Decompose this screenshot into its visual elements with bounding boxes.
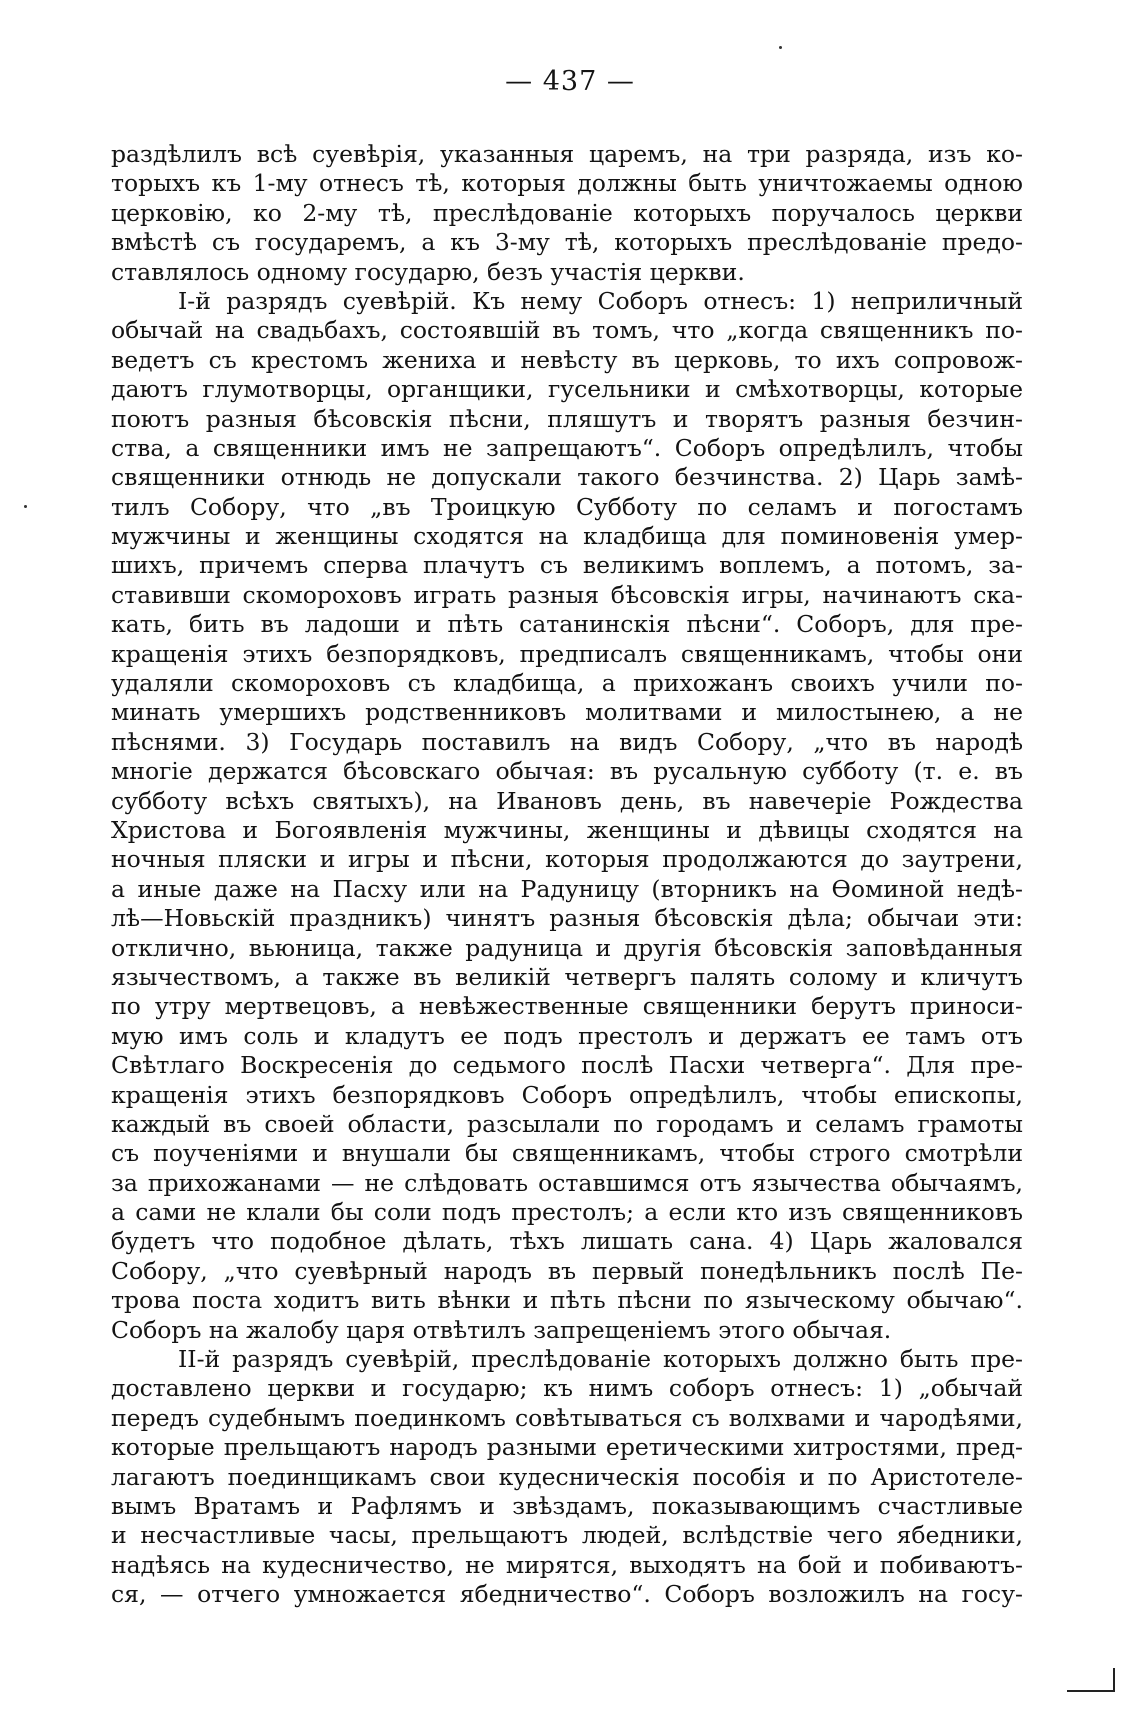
text-line: удаляли скомороховъ съ кладбища, а прихожанъ своихъ учили по- bbox=[111, 669, 1023, 698]
text-line: вмѣстѣ съ государемъ, а къ 3-му тѣ, которыхъ преслѣдованіе предо- bbox=[111, 228, 1023, 257]
text-line: надѣясь на кудесничество, не мирятся, выходятъ на бой и побиваютъ- bbox=[111, 1550, 1023, 1579]
text-line: минать умершихъ родственниковъ молитвами и милостынею, а не bbox=[111, 698, 1023, 727]
stray-mark bbox=[24, 505, 27, 508]
text-line: раздѣлилъ всѣ суевѣрія, указанныя царемъ, на три разряда, изъ ко- bbox=[111, 140, 1023, 168]
text-line: кращенія этихъ безпорядковъ, предписалъ священникамъ, чтобы они bbox=[111, 639, 1023, 668]
text-line: лагаютъ поединщикамъ свои кудесническія пособія и по Аристотеле- bbox=[111, 1462, 1023, 1491]
text-line: ночныя пляски и игры и пѣсни, которыя продолжаются до заутрени, bbox=[111, 845, 1023, 874]
text-line: будетъ что подобное дѣлать, тѣхъ лишать сана. 4) Царь жаловался bbox=[111, 1227, 1023, 1256]
text-line: а иные даже на Пасху или на Радуницу (вторникъ на Ѳоминой недѣ- bbox=[111, 874, 1023, 903]
text-line: многіе держатся бѣсовскаго обычая: въ русальную субботу (т. е. въ bbox=[111, 757, 1023, 786]
text-line: поютъ разныя бѣсовскія пѣсни, пляшутъ и творятъ разныя безчин- bbox=[111, 404, 1023, 433]
text-line: ства, а священники имъ не запрещаютъ“. Соборъ опредѣлилъ, чтобы bbox=[111, 433, 1023, 462]
text-line: Соборъ на жалобу царя отвѣтилъ запрещеніемъ этого обычая. bbox=[111, 1315, 892, 1344]
text-line: кращенія этихъ безпорядковъ Соборъ опредѣлилъ, чтобы епископы, bbox=[111, 1080, 1023, 1109]
text-line: даютъ глумотворцы, органщики, гусельники и смѣхотворцы, которые bbox=[111, 375, 1023, 404]
text-line: I-й разрядъ суевѣрій. Къ нему Соборъ отнесъ: 1) неприличный bbox=[178, 286, 1023, 315]
text-line: отклично, вьюница, также радуница и другія бѣсовскія заповѣданныя bbox=[111, 933, 1023, 962]
text-line: Собору, „что суевѣрный народъ въ первый понедѣльникъ послѣ Пе- bbox=[111, 1256, 1023, 1285]
text-line: язычествомъ, а также въ великій четвергъ палять солому и кличутъ bbox=[111, 962, 1023, 991]
text-line: которые прельщаютъ народъ разными еретическими хитростями, пред- bbox=[111, 1433, 1023, 1462]
text-line: субботу всѣхъ святыхъ), на Ивановъ день, въ навечеріе Рождества bbox=[111, 786, 1023, 815]
text-line: ставивши скомороховъ играть разныя бѣсовскія игры, начинаютъ ска- bbox=[111, 580, 1023, 609]
text-line: вымъ Вратамъ и Рафлямъ и звѣздамъ, показывающимъ счастливые bbox=[111, 1491, 1023, 1520]
text-line: ставлялось одному государю, безъ участія церкви. bbox=[111, 257, 745, 286]
text-line: съ поученіями и внушали бы священникамъ, чтобы строго смотрѣли bbox=[111, 1139, 1023, 1168]
text-line: шихъ, причемъ сперва плачутъ съ великимъ воплемъ, а потомъ, за- bbox=[111, 551, 1023, 580]
text-line: обычай на свадьбахъ, состоявшій въ томъ, что „когда священникъ по- bbox=[111, 316, 1023, 345]
text-line: кать, бить въ ладоши и пѣть сатанинскія пѣсни“. Соборъ, для пре- bbox=[111, 610, 1023, 639]
text-line: II-й разрядъ суевѣрій, преслѣдованіе которыхъ должно быть пре- bbox=[178, 1345, 1023, 1374]
text-line: лѣ—Новьскій праздникъ) чинятъ разныя бѣсовскія дѣла; обычаи эти: bbox=[111, 904, 1023, 933]
text-line: торыхъ къ 1-му отнесъ тѣ, которыя должны быть уничтожаемы одною bbox=[111, 169, 1023, 198]
text-line: пѣснями. 3) Государь поставилъ на видъ Собору, „что въ народѣ bbox=[111, 727, 1023, 756]
page-text bbox=[111, 140, 1023, 1610]
page-number: — 437 — bbox=[505, 66, 635, 97]
text-line: Свѣтлаго Воскресенія до седьмого послѣ Пасхи четверга“. Для пре- bbox=[111, 1051, 1023, 1080]
text-line: ведетъ съ крестомъ жениха и невѣсту въ церковь, то ихъ сопровож- bbox=[111, 345, 1023, 374]
text-line: а сами не клали бы соли подъ престолъ; а если кто изъ священниковъ bbox=[111, 1198, 1023, 1227]
text-line: по утру мертвецовъ, а невѣжественные священники берутъ приноси- bbox=[111, 992, 1023, 1021]
corner-mark bbox=[1067, 1668, 1115, 1692]
text-line: священники отнюдь не допускали такого безчинства. 2) Царь замѣ- bbox=[111, 463, 1023, 492]
text-line: передъ судебнымъ поединкомъ совѣтываться съ волхвами и чародѣями, bbox=[111, 1403, 1023, 1432]
text-line: и несчастливые часы, прельщаютъ людей, вслѣдствіе чего ябедники, bbox=[111, 1521, 1023, 1550]
text-line: мую имъ соль и кладутъ ее подъ престолъ и держатъ ее тамъ отъ bbox=[111, 1021, 1023, 1050]
text-line: трова поста ходитъ вить вѣнки и пѣть пѣсни по языческому обычаю“. bbox=[111, 1286, 1023, 1315]
text-line: церковію, ко 2-му тѣ, преслѣдованіе которыхъ поручалось церкви bbox=[111, 198, 1023, 227]
text-line: Христова и Богоявленія мужчины, женщины и дѣвицы сходятся на bbox=[111, 815, 1023, 844]
text-line: каждый въ своей области, разсылали по городамъ и селамъ грамоты bbox=[111, 1109, 1023, 1138]
text-line: доставлено церкви и государю; къ нимъ соборъ отнесъ: 1) „обычай bbox=[111, 1374, 1023, 1403]
text-line: за прихожанами — не слѣдовать оставшимся отъ язычества обычаямъ, bbox=[111, 1168, 1023, 1197]
stray-mark bbox=[779, 46, 782, 49]
text-line: мужчины и женщины сходятся на кладбища для поминовенія умер- bbox=[111, 522, 1023, 551]
text-line: тилъ Собору, что „въ Троицкую Субботу по селамъ и погостамъ bbox=[111, 492, 1023, 521]
text-line: ся, — отчего умножается ябедничество“. Соборъ возложилъ на госу- bbox=[111, 1580, 1023, 1609]
